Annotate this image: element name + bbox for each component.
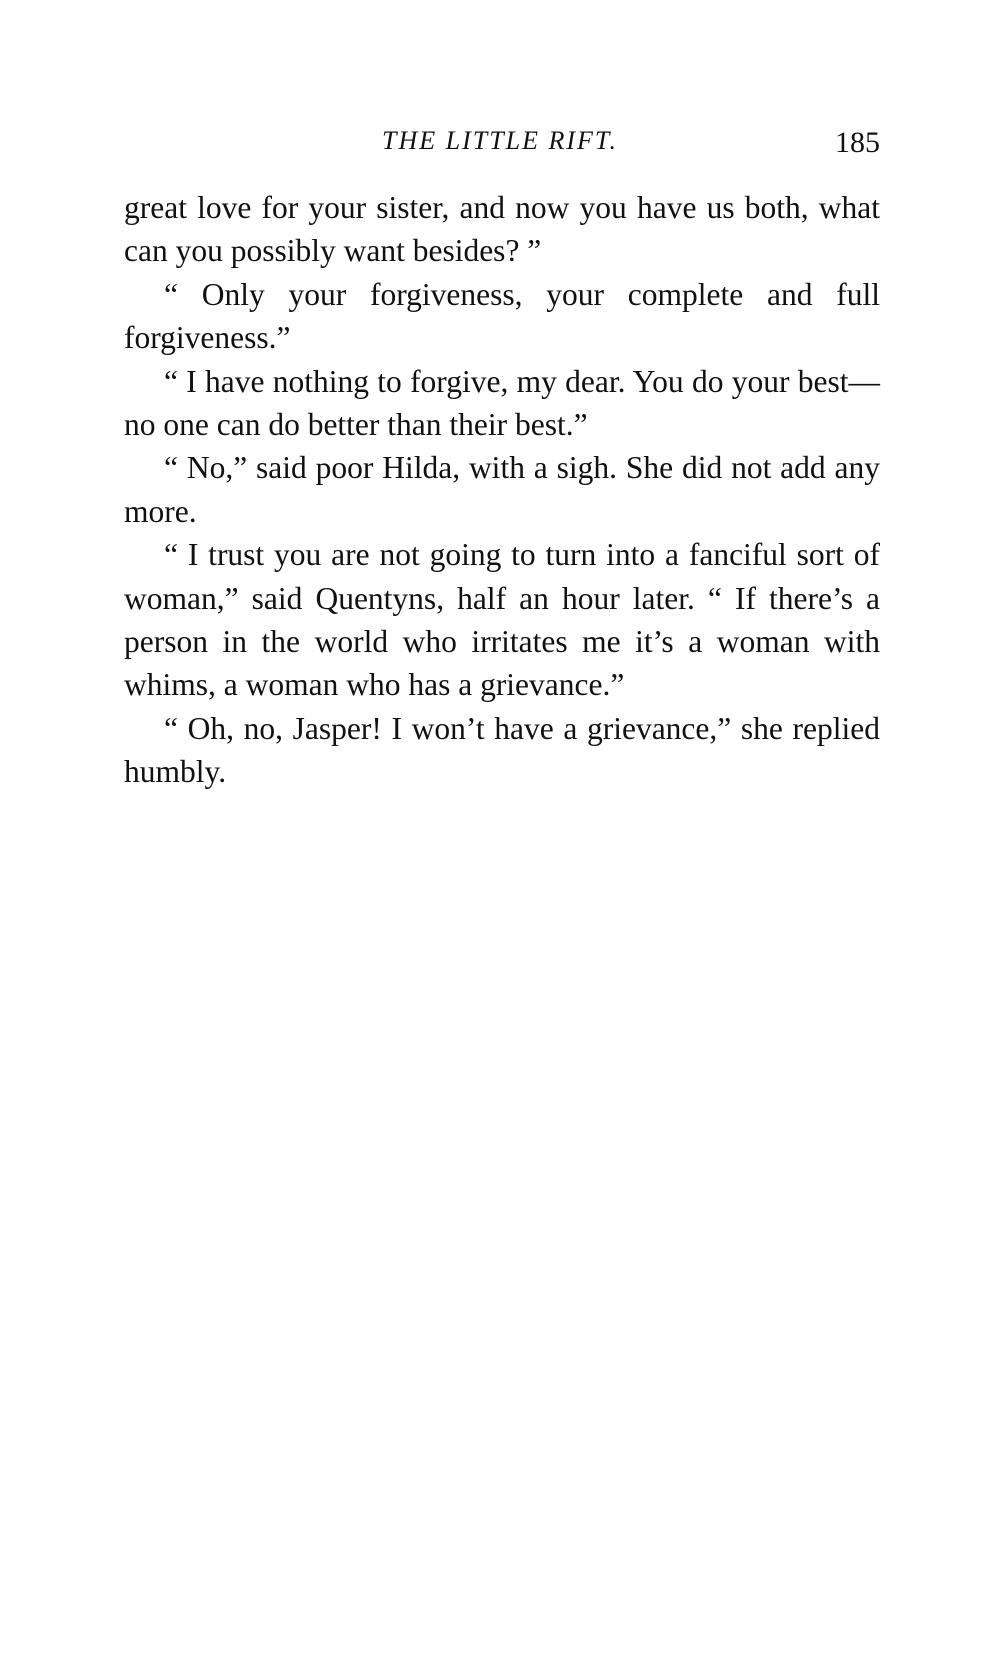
body-text — [124, 186, 880, 794]
paragraph-2: “ Only your forgiveness, your complete and full forgiveness.” — [124, 276, 880, 356]
paragraph-6: “ Oh, no, Jasper! I won’t have a grievance,” she replied humbly. — [124, 710, 880, 790]
paragraph-4: “ No,” said poor Hilda, with a sigh. She did not add any more. — [124, 450, 880, 529]
paragraph-1: great love for your sister, and now you have us both, what can you possibly want besides? ” — [124, 190, 880, 269]
page-header — [120, 126, 880, 166]
paragraph-3: “ I have nothing to forgive, my dear. You do your best—no one can do better than their best.” — [124, 363, 880, 443]
running-title: THE LITTLE RIFT. — [382, 126, 618, 155]
paragraph-5: “ I trust you are not going to turn into a fanciful sort of woman,” said Quentyns, half an hour later. “ If there’s a person in the world who irritates me it’s a woman with whims, a woman who has a grievance.” — [124, 537, 880, 703]
page-number: 185 — [835, 126, 880, 159]
